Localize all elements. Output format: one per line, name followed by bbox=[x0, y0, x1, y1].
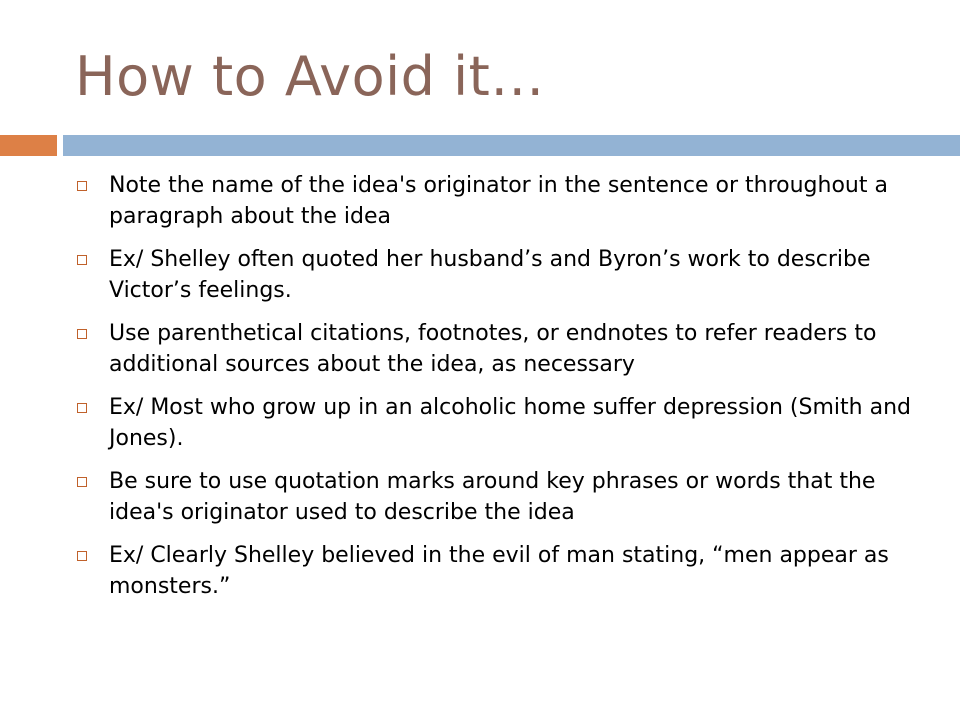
bullet-text: Ex/ Shelley often quoted her husband’s and Byron’s work to describe Victor’s feelings. bbox=[109, 247, 871, 303]
bullet-list bbox=[77, 171, 927, 615]
bullet-item bbox=[77, 541, 927, 602]
bullet-item bbox=[77, 245, 927, 306]
hollow-square-bullet-icon bbox=[77, 255, 87, 265]
bullet-text: Ex/ Most who grow up in an alcoholic home suffer depression (Smith and Jones). bbox=[109, 395, 911, 451]
hollow-square-bullet-icon bbox=[77, 329, 87, 339]
bullet-text: Ex/ Clearly Shelley believed in the evil of man stating, “men appear as monsters.” bbox=[109, 543, 889, 599]
hollow-square-bullet-icon bbox=[77, 403, 87, 413]
bullet-item bbox=[77, 393, 927, 454]
title-divider-bar bbox=[63, 135, 960, 156]
bullet-text: Note the name of the idea's originator in the sentence or throughout a paragraph about the idea bbox=[109, 173, 888, 229]
slide-title: How to Avoid it… bbox=[75, 45, 545, 108]
bullet-text: Use parenthetical citations, footnotes, or endnotes to refer readers to additional sources about the idea, as necessary bbox=[109, 321, 877, 377]
bullet-item bbox=[77, 171, 927, 232]
hollow-square-bullet-icon bbox=[77, 181, 87, 191]
bullet-item bbox=[77, 319, 927, 380]
bullet-item bbox=[77, 467, 927, 528]
hollow-square-bullet-icon bbox=[77, 551, 87, 561]
title-accent-bar bbox=[0, 135, 57, 156]
hollow-square-bullet-icon bbox=[77, 477, 87, 487]
bullet-text: Be sure to use quotation marks around key phrases or words that the idea's originator used to describe the idea bbox=[109, 469, 876, 525]
